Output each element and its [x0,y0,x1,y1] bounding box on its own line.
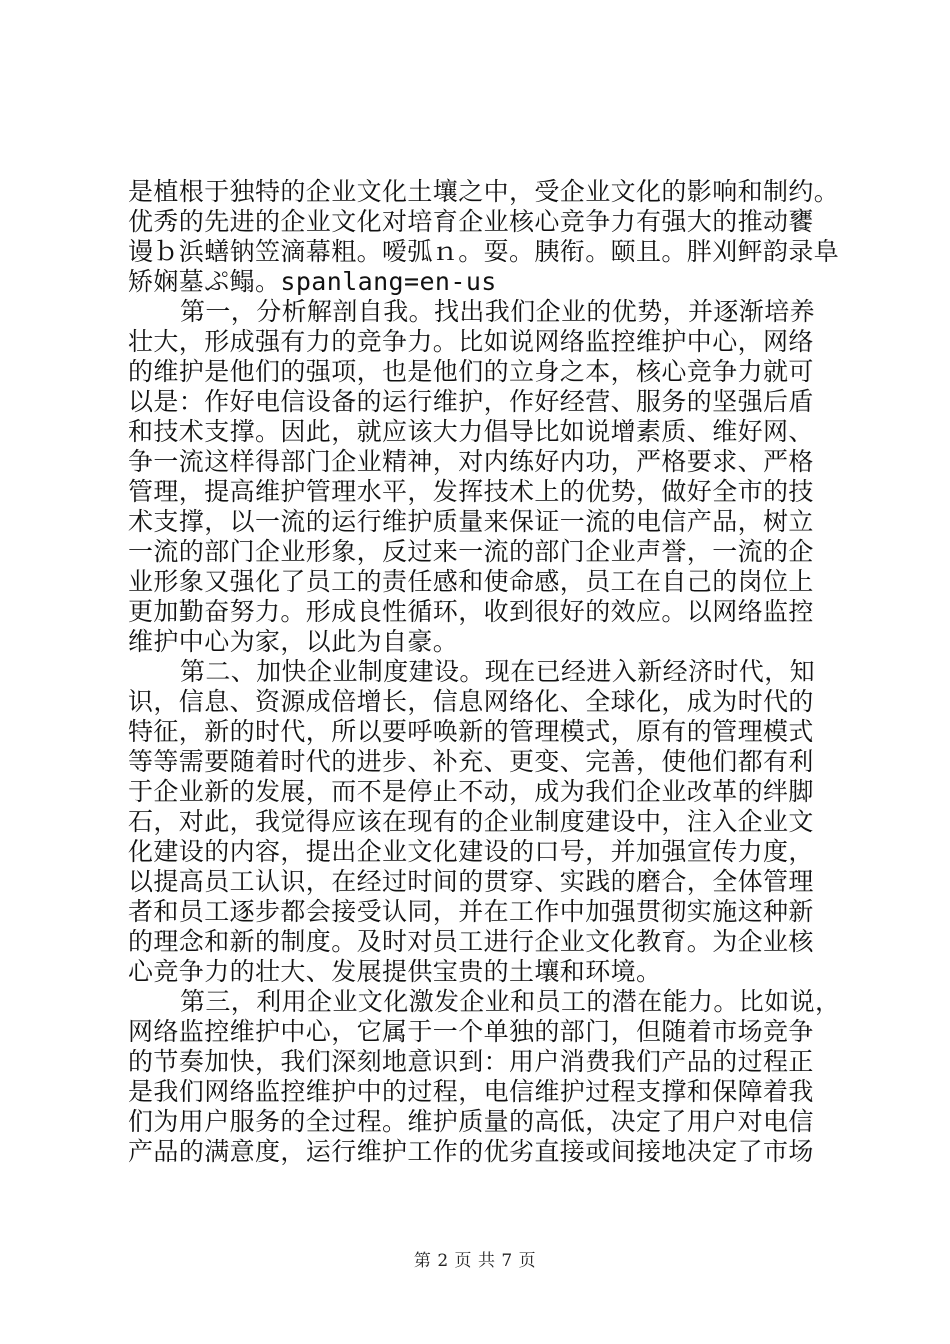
text-line: 们为用户服务的全过程。维护质量的高低，决定了用户对电信 [128,1107,814,1136]
text-line: 争一流这样得部门企业精神，对内练好内功，严格要求、严格 [128,447,814,476]
text-line: 更加勤奋努力。形成良性循环，收到很好的效应。以网络监控 [128,597,814,626]
text-line: 是我们网络监控维护中的过程，电信维护过程支撑和保障着我 [128,1077,814,1106]
text-line: 是植根于独特的企业文化土壤之中，受企业文化的影响和制约。 [128,177,840,206]
page-footer [0,1246,950,1271]
text-line: 的理念和新的制度。及时对员工进行企业文化教育。为企业核 [128,927,814,956]
text-line: 者和员工逐步都会接受认同，并在工作中加强贯彻实施这种新 [128,897,814,926]
text-line: 化建设的内容，提出企业文化建设的口号，并加强宣传力度， [128,837,814,866]
text-line: 第三，利用企业文化激发企业和员工的潜在能力。比如说， [180,987,841,1016]
text-line: 维护中心为家，以此为自豪。 [128,627,459,656]
paragraph [128,657,828,987]
page-number-label: 第 2 页 共 7 页 [413,1251,537,1271]
text-line: 以提高员工认识，在经过时间的贯穿、实践的磨合，全体管理 [128,867,814,896]
text-line: 业形象又强化了员工的责任感和使命感，员工在自己的岗位上 [128,567,814,596]
text-line: 优秀的先进的企业文化对培育企业核心竞争力有强大的推动饔 [128,207,814,236]
text-line: 网络监控维护中心，它属于一个单独的部门，但随着市场竞争 [128,1017,814,1046]
text-line: 的节奏加快，我们深刻地意识到：用户消费我们产品的过程正 [128,1047,814,1076]
text-line: 识，信息、资源成倍增长，信息网络化、全球化，成为时代的 [128,687,814,716]
paragraph [128,177,840,297]
text-line: 第二、加快企业制度建设。现在已经进入新经济时代，知 [180,657,816,686]
text-line: 心竞争力的壮大、发展提供宝贵的土壤和环境。 [128,957,662,986]
paragraph [128,987,841,1167]
text-line: 第一，分析解剖自我。找出我们企业的优势，并逐渐培养 [180,297,816,326]
text-line: 一流的部门企业形象，反过来一流的部门企业声誉，一流的企 [128,537,814,566]
text-line: 和技术支撑。因此，就应该大力倡导比如说增素质、维好网、 [128,417,814,446]
text-line: 管理，提高维护管理水平，发挥技术上的优势，做好全市的技 [128,477,814,506]
body-text [128,177,841,1167]
text-line: 壮大，形成强有力的竞争力。比如说网络监控维护中心，网络 [128,327,814,356]
text-line: 于企业新的发展，而不是停止不动，成为我们企业改革的绊脚 [128,777,814,806]
text-line: 产品的满意度，运行维护工作的优劣直接或间接地决定了市场 [128,1137,814,1166]
text-line: 等等需要随着时代的进步、补充、更变、完善，使他们都有利 [128,747,814,776]
text-line: 石，对此，我觉得应该在现有的企业制度建设中，注入企业文 [128,807,814,836]
text-line: 特征，新的时代，所以要呼唤新的管理模式，原有的管理模式 [128,717,814,746]
text-line: 以是：作好电信设备的运行维护，作好经营、服务的坚强后盾 [128,387,814,416]
text-line: 矫娴墓ぷ鳎。spanlang=en-us [128,267,497,296]
text-line: 谩ｂ浜蟮钠笠滴幕粗。嗳弧ｎ。耍。胰衔。颐且。胖刈鲆韵录阜 [128,237,840,266]
text-line: 的维护是他们的强项，也是他们的立身之本，核心竞争力就可 [128,357,814,386]
paragraph [128,297,828,657]
text-line: 术支撑，以一流的运行维护质量来保证一流的电信产品，树立 [128,507,814,536]
